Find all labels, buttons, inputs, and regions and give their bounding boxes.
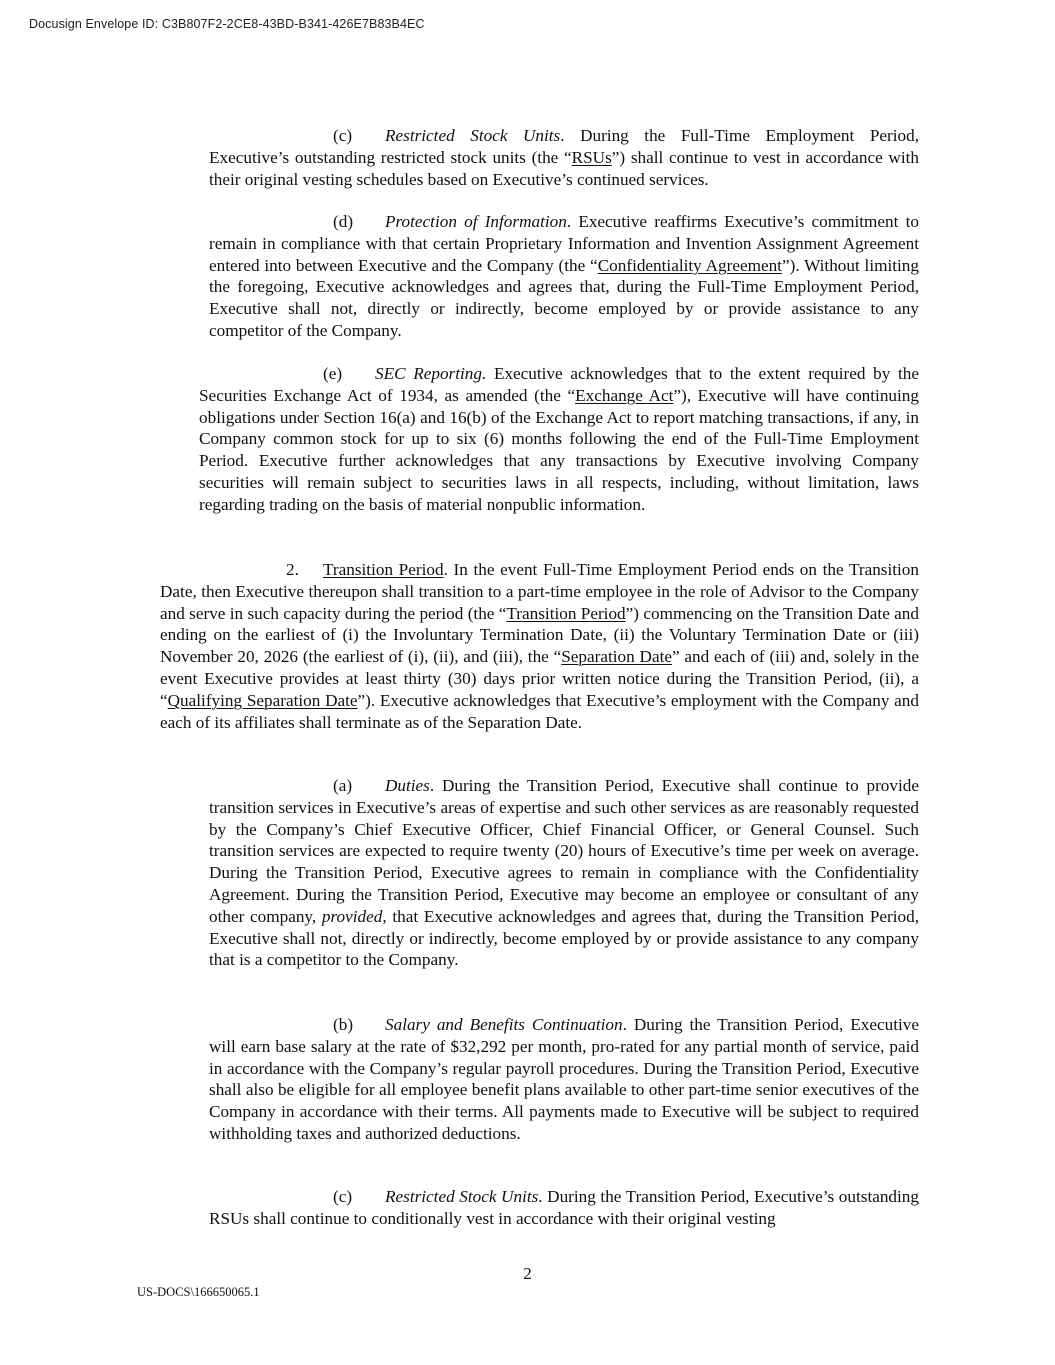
paragraph-heading: Restricted Stock Units [385, 126, 561, 145]
defined-term-transition-period: Transition Period [506, 603, 626, 623]
section-number: 2. [286, 560, 299, 579]
document-id-footer: US-DOCS\166650065.1 [137, 1285, 260, 1299]
page-number: 2 [523, 1264, 532, 1283]
paragraph-2c-restricted-stock-units: (c) Restricted Stock Units. During the Transition Period, Executive’s outstanding RSUs shall continue to conditionally vest in accordance with their original vesting [209, 1187, 919, 1228]
paragraph-1c-restricted-stock-units: (c) Restricted Stock Units. During the Full-Time Employment Period, Executive’s outstanding restricted stock units (the “RSUs”) shall continue to vest in accordance with their original vesting schedules based on Executive’s continued services. [209, 126, 919, 189]
paragraph-label: (b) [333, 1015, 354, 1034]
paragraph-label: (c) [333, 126, 353, 145]
section-2-transition-period: 2. Transition Period. In the event Full-Time Employment Period ends on the Transition Date, then Executive thereupon shall transition to a part-time employee in the role of Advisor to the Company and serve in such capacity during the period (the “Transition Period”) commencing on the Transition Date and ending on the earliest of (i) the Involuntary Termination Date, (ii) the Voluntary Termination Date or (iii) November 20, 2026 (the earliest of (i), (ii), and (iii), the “Separation Date” and each of (iii) and, solely in the event Executive provides at least thirty (30) days prior written notice during the Transition Period, (ii), a “Qualifying Separation Date”). Executive acknowledges that Executive’s employment with the Company and each of its affiliates shall terminate as of the Separation Date. [160, 560, 919, 732]
defined-term-qualifying-separation-date: Qualifying Separation Date [167, 690, 358, 710]
defined-term-rsus: RSUs [571, 147, 612, 167]
paragraph-label: (e) [323, 364, 343, 383]
paragraph-label: (d) [333, 212, 354, 231]
section-heading: Transition Period [323, 560, 444, 579]
paragraph-1e-sec-reporting: (e) SEC Reporting. Executive acknowledges that to the extent required by the Securities Exchange Act of 1934, as amended (the “Exchange Act”), Executive will have continuing obligations under Section 16(a) and 16(b) of the Exchange Act to report matching transactions, if any, in Company common stock for up to six (6) months following the end of the Full-Time Employment Period. Executive further acknowledges that any transactions by Executive involving Company securities will remain subject to securities laws in all respects, including, without limitation, laws regarding trading on the basis of material nonpublic information. [199, 364, 919, 514]
paragraph-heading: Salary and Benefits Continuation [385, 1015, 623, 1034]
docusign-envelope-id: Docusign Envelope ID: C3B807F2-2CE8-43BD-B341-426E7B83B4EC [29, 17, 425, 31]
defined-term-confidentiality-agreement: Confidentiality Agreement [597, 255, 782, 275]
paragraph-2b-salary-and-benefits: (b) Salary and Benefits Continuation. During the Transition Period, Executive will earn base salary at the rate of $32,292 per month, pro-rated for any partial month of service, paid in accordance with the Company’s regular payroll procedures. During the Transition Period, Executive shall also be eligible for all employee benefit plans available to other part-time senior executives of the Company in accordance with their terms. All payments made to Executive will be subject to required withholding taxes and authorized deductions. [209, 1015, 919, 1143]
paragraph-heading: Protection of Information [385, 212, 567, 231]
paragraph-label: (c) [333, 1187, 353, 1206]
paragraph-1d-protection-of-information: (d) Protection of Information. Executive reaffirms Executive’s commitment to remain in compliance with that certain Proprietary Information and Invention Assignment Agreement entered into between Executive and the Company (the “Confidentiality Agreement”). Without limiting the foregoing, Executive acknowledges and agrees that, during the Full-Time Employment Period, Executive shall not, directly or indirectly, become employed by or provide assistance to any competitor of the Company. [209, 212, 919, 340]
emphasis-provided: provided [321, 906, 383, 926]
paragraph-label: (a) [333, 776, 353, 795]
defined-term-exchange-act: Exchange Act [575, 385, 674, 405]
paragraph-heading: SEC Reporting. [375, 364, 487, 383]
paragraph-heading: Duties [385, 776, 430, 795]
defined-term-separation-date: Separation Date [561, 647, 672, 667]
paragraph-2a-duties: (a) Duties. During the Transition Period, Executive shall continue to provide transition services in Executive’s areas of expertise and such other services as are reasonably requested by the Company’s Chief Executive Officer, Chief Financial Officer, or General Counsel. Such transition services are expected to require twenty (20) hours of Executive’s time per week on average. During the Transition Period, Executive agrees to remain in compliance with the Confidentiality Agreement. During the Transition Period, Executive may become an employee or consultant of any other company, provided, that Executive acknowledges and agrees that, during the Transition Period, Executive shall not, directly or indirectly, become employed by or provide assistance to any company that is a competitor to the Company. [209, 776, 919, 970]
paragraph-heading: Restricted Stock Units [385, 1187, 539, 1206]
